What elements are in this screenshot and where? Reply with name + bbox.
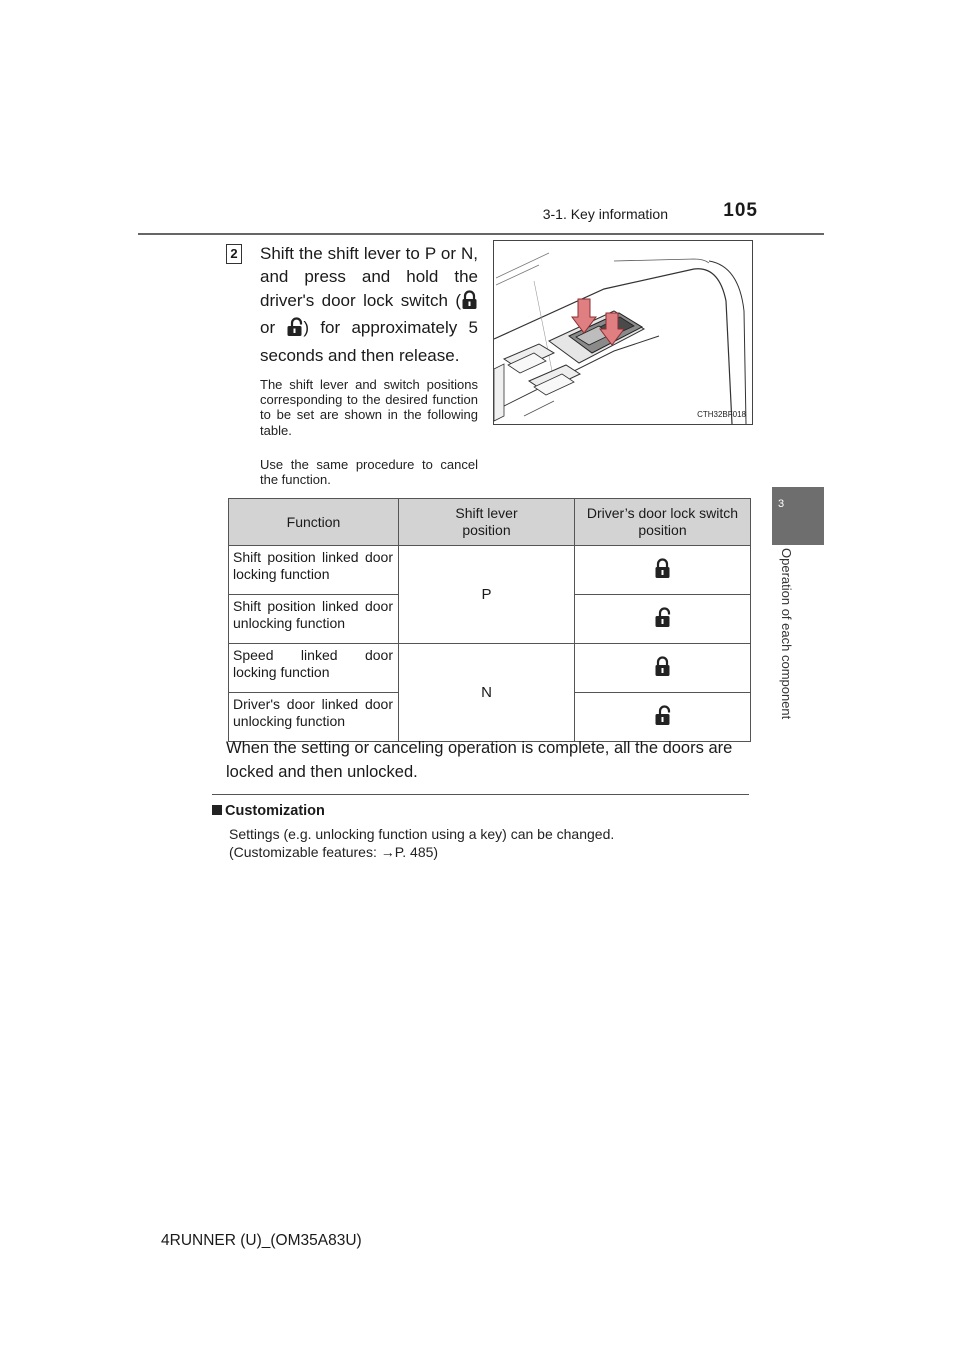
switch-cell — [575, 693, 751, 742]
side-tab — [772, 487, 824, 545]
unlock-icon — [654, 615, 671, 631]
customization-heading-text: Customization — [225, 803, 325, 819]
lock-icon — [461, 290, 478, 316]
step-instruction — [260, 242, 478, 367]
lock-icon — [654, 664, 671, 680]
side-tab-number: 3 — [777, 498, 785, 510]
header-shift-lever: Shift lever position — [399, 499, 575, 546]
customization-body — [229, 825, 749, 861]
step-note-cancel: Use the same procedure to cancel the function. — [260, 457, 478, 488]
completion-note: When the setting or canceling operation is complete, all the doors are locked and then unlocked. — [226, 739, 733, 781]
function-cell: Shift position linked door unlocking function — [229, 595, 399, 644]
section-title: 3-1. Key information — [542, 206, 668, 222]
side-tab-label-container — [776, 548, 796, 748]
section-divider — [212, 794, 749, 795]
shift-position-cell: N — [399, 644, 575, 742]
shift-position-cell: P — [399, 546, 575, 644]
table-header-row — [229, 499, 751, 546]
side-tab-label: Operation of each component — [779, 548, 794, 720]
step-text-part-1: Shift the shift lever to P or N, and press and hold the driver's door lock switch ( — [260, 244, 478, 310]
table-row — [229, 546, 751, 595]
settings-table — [228, 498, 751, 742]
customization-heading — [212, 803, 325, 819]
step-number-badge: 2 — [226, 244, 242, 264]
door-lock-switch-drawing — [494, 241, 752, 424]
table-row — [229, 644, 751, 693]
customization-line: Settings (e.g. unlocking function using a key) can be changed. — [229, 826, 615, 842]
switch-cell — [575, 595, 751, 644]
switch-cell — [575, 644, 751, 693]
switch-cell — [575, 546, 751, 595]
function-cell: Speed linked door locking function — [229, 644, 399, 693]
header-switch-position: Driver’s door lock switch position — [575, 499, 751, 546]
customization-reference: (Customizable features: →P. 485) — [229, 844, 439, 860]
step-note: The shift lever and switch positions corresponding to the desired function to be set are shown in the following table. — [260, 377, 478, 438]
function-cell: Driver's door linked door unlocking function — [229, 693, 399, 742]
header-rule — [138, 233, 824, 235]
function-cell: Shift position linked door locking function — [229, 546, 399, 595]
page-number: 105 — [723, 200, 758, 221]
header-function: Function — [229, 499, 399, 546]
unlock-icon — [654, 713, 671, 729]
unlock-icon — [286, 317, 303, 343]
illustration-code: CTH32BF018 — [697, 410, 746, 419]
door-switch-illustration — [493, 240, 753, 425]
square-bullet-icon — [212, 805, 222, 815]
step-text-part-3: ) for approximately 5 seconds and then release. — [260, 318, 478, 365]
footer-model-code: 4RUNNER (U)_(OM35A83U) — [161, 1232, 362, 1249]
lock-icon — [654, 566, 671, 582]
step-text-part-2: or — [260, 318, 287, 338]
